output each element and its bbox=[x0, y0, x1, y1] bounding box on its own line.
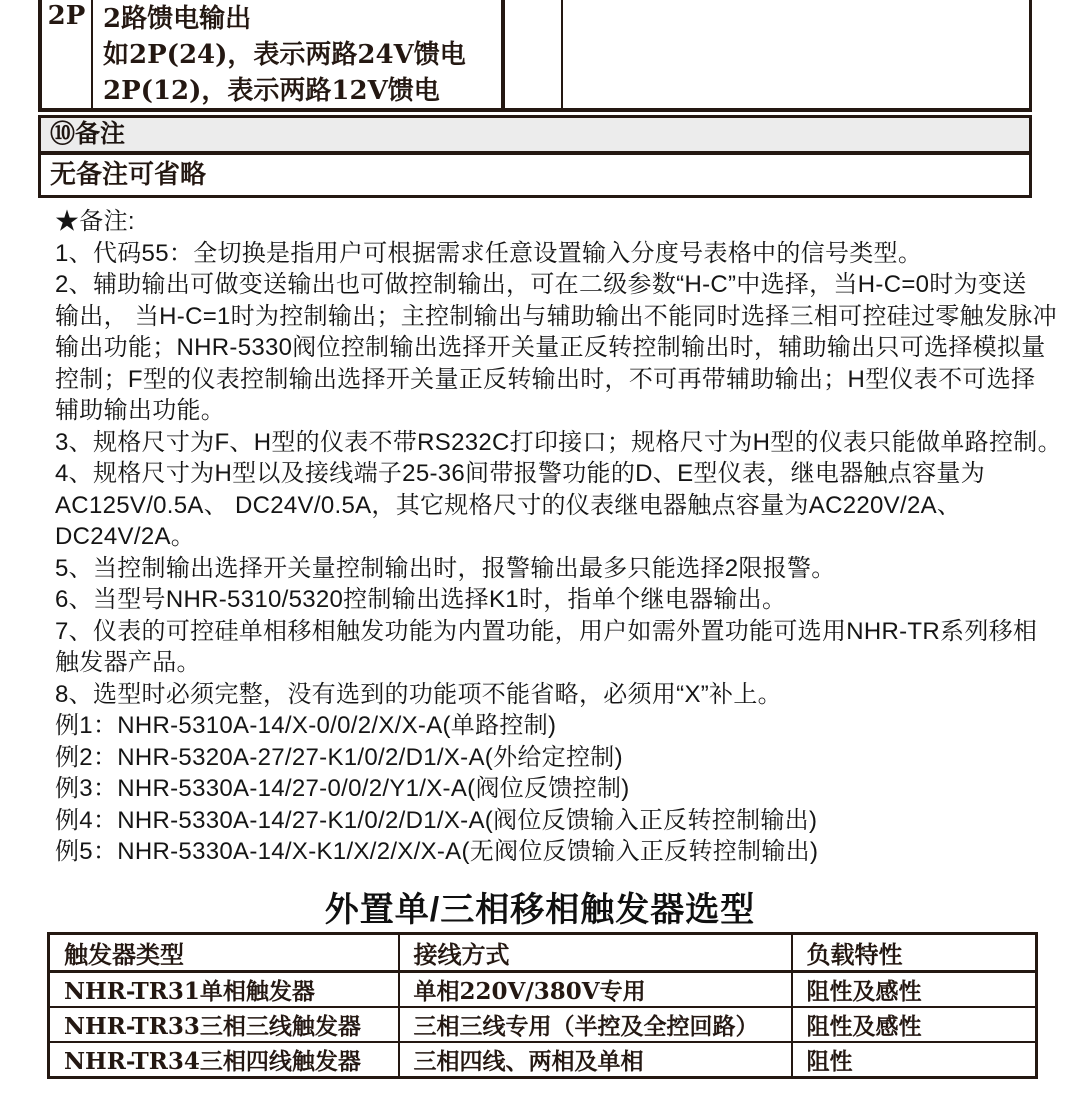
feed-output-desc-line: 2P(12)，表示两路12V馈电 bbox=[103, 76, 440, 106]
example-line-5: 例5：NHR-5330A-14/X-K1/X/2/X/X-A(无阀位反馈输入正反转控制输出) bbox=[55, 838, 819, 865]
remark-section-header: ⑩备注 bbox=[41, 118, 1029, 155]
remark-section-body: 无备注可省略 bbox=[50, 160, 207, 190]
feed-output-code-cell bbox=[42, 0, 93, 108]
feed-output-table-fragment bbox=[38, 0, 1032, 112]
notes-title: ★备注: bbox=[55, 208, 135, 235]
note-line-5: 5、当控制输出选择开关量控制输出时，报警输出最多只能选择2限报警。 bbox=[55, 554, 836, 582]
empty-wide-cell bbox=[563, 0, 1029, 108]
notes-block bbox=[55, 206, 1065, 868]
note-line-2-cont: 输出功能；NHR-5330阀位控制输出选择开关量正反转控制输出时，辅助输出只可选择模拟量 bbox=[55, 334, 1046, 361]
note-line-4-cont: AC125V/0.5A、 DC24V/0.5A，其它规格尺寸的仪表继电器触点容量为AC220V/2A、 bbox=[55, 491, 962, 519]
column-header-wiring-mode: 接线方式 bbox=[399, 934, 792, 972]
load-characteristic-cell: 阻性及感性 bbox=[792, 1007, 1037, 1042]
feed-output-desc-line: 如2P(24)，表示两路24V馈电 bbox=[103, 40, 466, 70]
wiring-mode-cell: 单相220V/380V专用 bbox=[399, 972, 792, 1008]
load-characteristic-cell: 阻性及感性 bbox=[792, 972, 1037, 1008]
wiring-mode-cell: 三相三线专用（半控及全控回路） bbox=[399, 1007, 792, 1042]
note-line-3: 3、规格尺寸为F、H型的仪表不带RS232C打印接口；规格尺寸为H型的仪表只能做单路控制。 bbox=[55, 428, 1062, 456]
trigger-selection-title: 外置单/三相移相触发器选型 bbox=[324, 891, 756, 929]
table-row bbox=[49, 972, 1037, 1008]
note-line-2-cont: 控制；F型的仪表控制输出选择开关量正反转输出时，不可再带辅助输出；H型仪表不可选择 bbox=[55, 365, 1036, 393]
example-line-2: 例2：NHR-5320A-27/27-K1/0/2/D1/X-A(外给定控制) bbox=[55, 743, 623, 771]
example-line-4: 例4：NHR-5330A-14/27-K1/0/2/D1/X-A(阀位反馈输入正反转控制输出) bbox=[55, 806, 818, 834]
remark-section bbox=[38, 115, 1032, 198]
note-line-6: 6、当型号NHR-5310/5320控制输出选择K1时，指单个继电器输出。 bbox=[55, 586, 787, 613]
note-line-7-cont: 触发器产品。 bbox=[55, 649, 201, 676]
empty-narrow-cell bbox=[505, 0, 563, 108]
trigger-type-cell: NHR-TR33三相三线触发器 bbox=[49, 1007, 399, 1042]
trigger-selection-table bbox=[47, 932, 1038, 1079]
wiring-mode-cell: 三相四线、两相及单相 bbox=[399, 1042, 792, 1078]
trigger-table-header-row bbox=[49, 934, 1037, 972]
note-line-8: 8、选型时必须完整，没有选到的功能项不能省略，必须用“X”补上。 bbox=[55, 680, 782, 708]
feed-output-desc-line: 2路馈电输出 bbox=[103, 4, 252, 34]
feed-output-code: 2P bbox=[47, 1, 86, 31]
note-line-4: 4、规格尺寸为H型以及接线端子25-36间带报警功能的D、E型仪表，继电器触点容量为 bbox=[55, 460, 985, 487]
note-line-4-cont: DC24V/2A。 bbox=[55, 523, 196, 550]
note-line-1: 1、代码55：全切换是指用户可根据需求任意设置输入分度号表格中的信号类型。 bbox=[55, 239, 923, 267]
note-line-2: 2、辅助输出可做变送输出也可做控制输出，可在二级参数“H-C”中选择，当H-C=0时为变送 bbox=[55, 271, 1027, 298]
column-header-trigger-type: 触发器类型 bbox=[49, 934, 399, 972]
table-row bbox=[49, 1007, 1037, 1042]
note-line-2-cont: 辅助输出功能。 bbox=[55, 397, 226, 424]
example-line-1: 例1：NHR-5310A-14/X-0/0/2/X/X-A(单路控制) bbox=[55, 712, 557, 739]
note-line-2-cont: 输出， 当H-C=1时为控制输出；主控制输出与辅助输出不能同时选择三相可控硅过零触发脉冲 bbox=[55, 302, 1057, 330]
feed-output-desc-cell bbox=[93, 0, 505, 108]
example-line-3: 例3：NHR-5330A-14/27-0/0/2/Y1/X-A(阀位反馈控制) bbox=[55, 775, 630, 802]
table-row bbox=[49, 1042, 1037, 1078]
note-line-7: 7、仪表的可控硅单相移相触发功能为内置功能，用户如需外置功能可选用NHR-TR系列移相 bbox=[55, 617, 1038, 645]
trigger-type-cell: NHR-TR34三相四线触发器 bbox=[49, 1042, 399, 1078]
trigger-type-cell: NHR-TR31单相触发器 bbox=[49, 972, 399, 1008]
load-characteristic-cell: 阻性 bbox=[792, 1042, 1037, 1078]
column-header-load-characteristic: 负载特性 bbox=[792, 934, 1037, 972]
